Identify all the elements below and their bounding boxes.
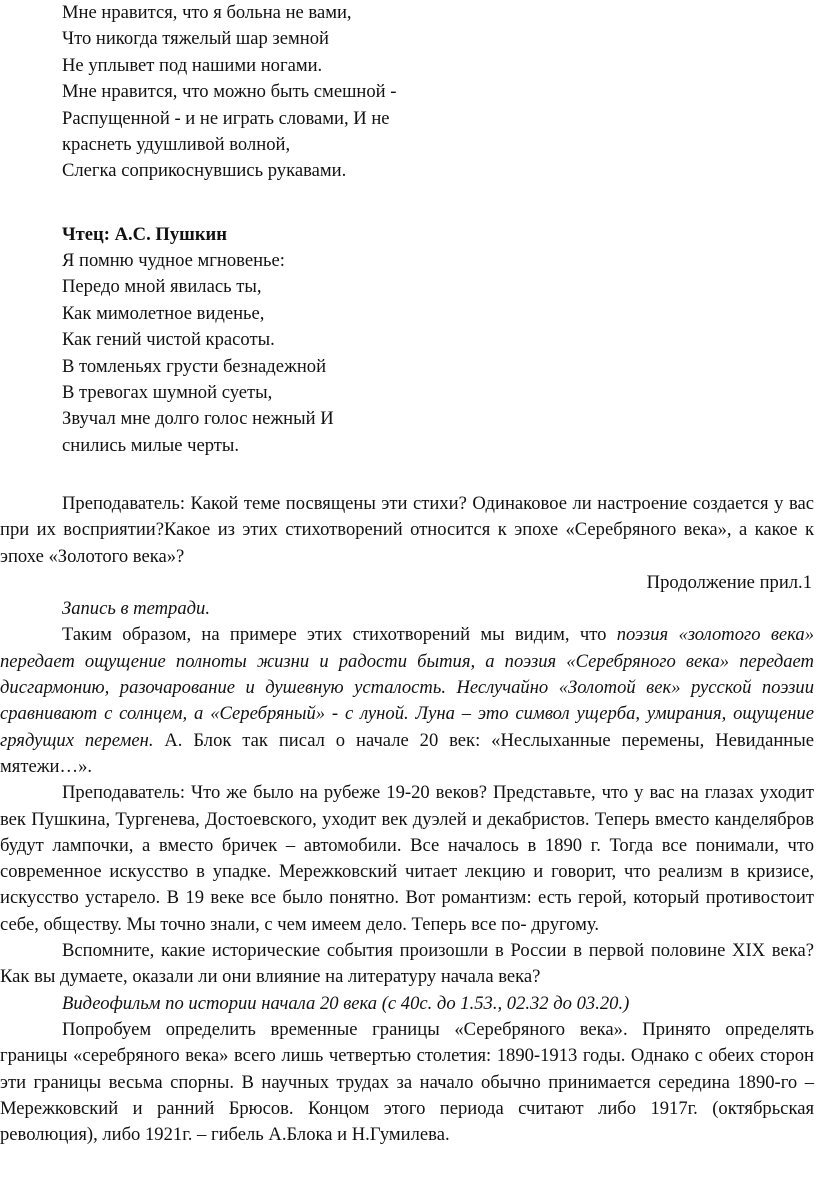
summary-italic: поэзия «золотого века» передает ощущение полноты жизни и радости бытия, а поэзия «Серебряного века» передает дисгармонию, разочарование и душевную усталость. Неслучайно «Золотой век» русской поэзии сравнивают с солнцем, а «Серебряный» - с луной. Луна – это символ ущерба, умирания, ощущение грядущих перемен. xyxy=(0,624,814,751)
poem-line: Мне нравится, что можно быть смешной - xyxy=(62,81,397,103)
poem-line: Как мимолетное виденье, xyxy=(62,302,265,324)
reader-heading: Чтец: А.С. Пушкин xyxy=(62,224,227,245)
borders-paragraph: Попробуем определить временные границы «Серебряного века». Принято определять границы «серебряного века» всего лишь четвертью столетия: 1890-1913 годы. Однако с обеих сторон эти границы весьма спорны. В научных трудах за начало обычно принимается середина 1890-го – Мережковский и ранний Брюсов. Концом этого периода считают либо 1917г. (октябрьская революция), либо 1921г. – гибель А.Блока и Н.Гумилева. xyxy=(0,1018,814,1146)
poem-line: Звучал мне долго голос нежный И xyxy=(62,408,334,430)
summary-paragraph xyxy=(0,622,814,780)
video-note: Видеофильм по истории начала 20 века (с 40с. до 1.53., 02.32 до 03.20.) xyxy=(62,992,630,1014)
notebook-label: Запись в тетради. xyxy=(62,598,210,620)
poem-pushkin xyxy=(62,221,334,459)
summary-start: Таким образом, на примере этих стихотворений мы видим, что xyxy=(62,624,617,646)
continuation-note: Продолжение прил.1 xyxy=(646,571,812,593)
summary-end: А. Блок так писал о начале 20 век: «Неслыханные перемены, Невиданные мятежи…». xyxy=(0,729,814,777)
poem-line: снились милые черты. xyxy=(62,434,240,456)
teacher-question-2: Преподаватель: Что же было на рубеже 19-20 веков? Представьте, что у вас на глазах уходит век Пушкина, Тургенева, Достоевского, уходит век дуэлей и декабристов. Теперь вместо канделябров будут лампочки, а вместо бричек – автомобили. Все началось в 1890 г. Тогда все понимали, что современное искусство в упадке. Мережковский читает лекцию и говорит, что реализм в кризисе, искусство устарело. В 19 веке все было понятно. Вот романтизм: есть герой, который противостоит себе, обществу. Мы точно знали, с чем имеем дело. Теперь все по- другому. xyxy=(0,782,814,935)
poem-line: Не уплывет под нашими ногами. xyxy=(62,54,323,76)
poem-line: Передо мной явилась ты, xyxy=(62,276,262,298)
poem-line: В томленьях грусти безнадежной xyxy=(62,355,327,377)
poem-line: В тревогах шумной суеты, xyxy=(62,381,273,403)
poem-line: Распущенной - и не играть словами, И не xyxy=(62,107,390,129)
poem-tsvetaeva xyxy=(62,0,396,185)
lesson-text xyxy=(0,491,814,1148)
poem-line: Мне нравится, что я больна не вами, xyxy=(62,2,352,23)
poem-line: Слегка соприкоснувшись рукавами. xyxy=(62,160,347,182)
teacher-question: Преподаватель: Какой теме посвящены эти стихи? Одинаковое ли настроение создается у вас при их восприятии?Какое из этих стихотворений относится к эпохе «Серебряного века», а какое к эпохе «Золотого века»? xyxy=(0,493,814,567)
recall-question: Вспомните, какие исторические события произошли в России в первой половине XIX века? Как вы думаете, оказали ли они влияние на литературу начала века? xyxy=(0,940,814,988)
poem-line: Что никогда тяжелый шар земной xyxy=(62,28,329,50)
poem-line: Как гений чистой красоты. xyxy=(62,329,275,351)
poem-line: Я помню чудное мгновенье: xyxy=(62,250,285,271)
poem-line: краснеть удушливой волной, xyxy=(62,133,291,155)
